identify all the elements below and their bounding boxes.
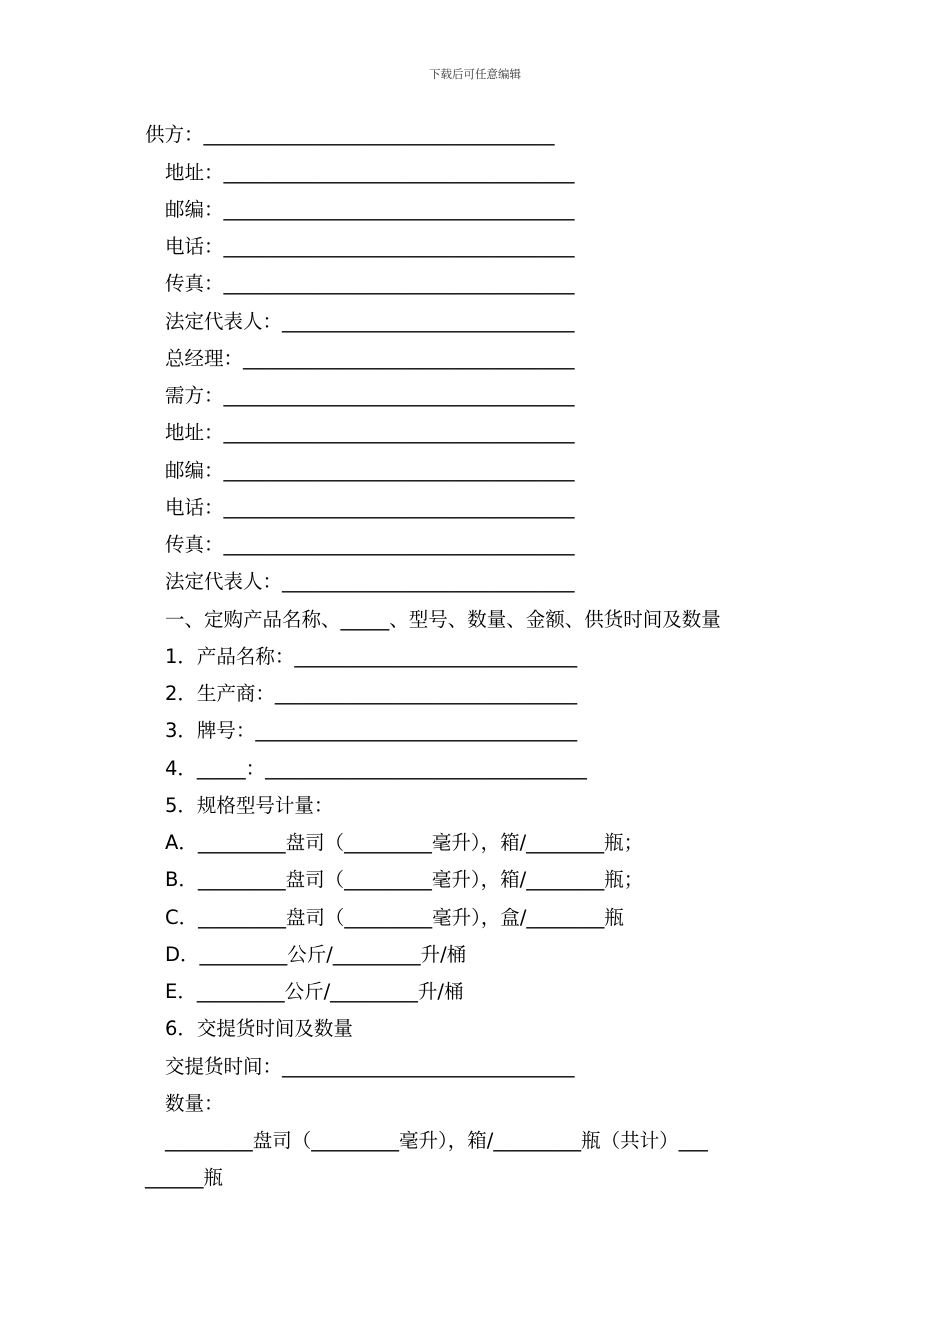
supplier-line: 供方：____________________________________ xyxy=(145,123,555,146)
general-manager-line: 总经理：__________________________________ xyxy=(165,347,575,370)
buyer-fax-line: 传真：____________________________________ xyxy=(165,533,575,556)
buyer-line: 需方：____________________________________ xyxy=(165,384,575,407)
item-4-line: 4．_____：_________________________________ xyxy=(165,757,587,780)
supplier-postcode-line: 邮编：____________________________________ xyxy=(165,198,575,221)
delivery-time-line: 交提货时间：______________________________ xyxy=(165,1055,575,1078)
spec-a-line: A．_________盘司（_________毫升），箱/________瓶； xyxy=(165,831,644,854)
spec-b-line: B．_________盘司（_________毫升），箱/________瓶； xyxy=(165,868,644,891)
buyer-postcode-line: 邮编：____________________________________ xyxy=(165,459,575,482)
page-header: 下载后可任意编辑 xyxy=(429,67,521,81)
spec-c-line: C．_________盘司（_________毫升），盒/________瓶 xyxy=(165,906,624,929)
supplier-legal-rep-line: 法定代表人：______________________________ xyxy=(165,310,575,333)
delivery-heading-line: 6．交提货时间及数量 xyxy=(165,1017,353,1040)
spec-e-line: E．_________公斤/_________升/桶 xyxy=(165,980,464,1003)
supplier-phone-line: 电话：____________________________________ xyxy=(165,235,575,258)
quantity-detail-continued-line: ______瓶 xyxy=(145,1166,224,1189)
manufacturer-line: 2．生产商：_______________________________ xyxy=(165,682,578,705)
section-one-heading: 一、定购产品名称、_____、型号、数量、金额、供货时间及数量 xyxy=(165,608,721,631)
quantity-detail-line: _________盘司（_________毫升），箱/_________瓶（共计）___ xyxy=(165,1129,708,1152)
spec-heading-line: 5．规格型号计量： xyxy=(165,794,334,817)
supplier-address-line: 地址：____________________________________ xyxy=(165,161,575,184)
brand-line: 3．牌号：_________________________________ xyxy=(165,719,578,742)
buyer-legal-rep-line: 法定代表人：______________________________ xyxy=(165,570,575,593)
buyer-phone-line: 电话：____________________________________ xyxy=(165,496,575,519)
supplier-fax-line: 传真：____________________________________ xyxy=(165,272,575,295)
quantity-label-line: 数量： xyxy=(165,1092,224,1115)
product-name-line: 1．产品名称：_____________________________ xyxy=(165,645,578,668)
buyer-address-line: 地址：____________________________________ xyxy=(165,421,575,444)
spec-d-line: D．_________公斤/_________升/桶 xyxy=(165,943,467,966)
